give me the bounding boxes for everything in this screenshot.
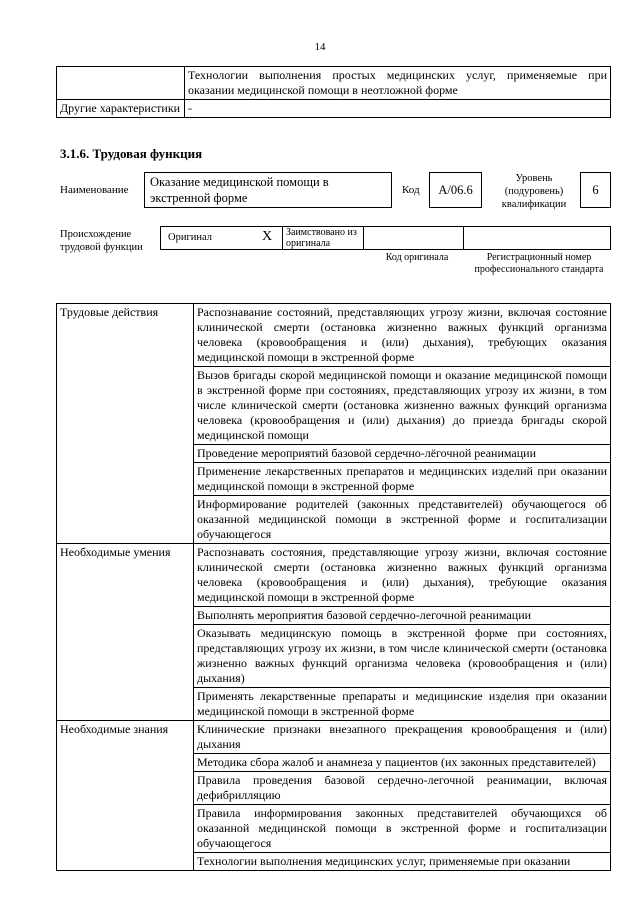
level-value: 6 — [580, 172, 611, 208]
level-label: Уровень (подуровень) квалификации — [501, 173, 567, 210]
code-original-box — [363, 226, 464, 250]
name-label: Наименование — [60, 184, 129, 196]
table-row — [57, 721, 611, 754]
table-cell: Технологии выполнения медицинских услуг, применяемые при оказании — [194, 853, 611, 871]
table-cell: Методика сбора жалоб и анамнеза у пациентов (их законных представителей) — [194, 754, 611, 772]
continuation-table — [56, 66, 611, 118]
table-cell: Правила информирования законных представителей обучающихся об оказанной медицинской помощи в экстренной форме и госпитализации обучающегося — [194, 805, 611, 853]
other-characteristics-value: - — [185, 100, 611, 118]
table-cell: Информирование родителей (законных представителей) обучающегося об оказанной медицинской помощи в экстренной форме и госпитализации обучающегося — [194, 496, 611, 544]
origin-original-cell — [160, 226, 283, 250]
table-cell: Распознавать состояния, представляющие угрозу жизни, включая состояние клинической смерти (остановка жизненно важных функций организма человека (кровообращения и (или) дыхания), требующие оказания медицинской помощи в экстренной форме — [194, 544, 611, 607]
original-mark: X — [262, 229, 273, 244]
reg-number-box — [463, 226, 611, 250]
borrowed-label: Заимствовано из оригинала — [282, 226, 364, 250]
table-cell: Распознавание состояний, представляющих угрозу жизни, включая состояние клинической смерти (остановка жизненно важных функций организма человека (кровообращения и (или) дыхания), требующих оказания медицинской помощи в экстренной форме — [194, 304, 611, 367]
table-cell: Вызов бригады скорой медицинской помощи и оказание медицинской помощи в экстренной форме при состояниях, представляющих угрозу их жизни, в том числе клинической смерти (остановка жизненно важных функций организма человека (кровообращения и (или) дыхания) до приезда бригады скорой медицинской помощи — [194, 367, 611, 445]
table-cell: Клинические признаки внезапного прекращения кровообращения и (или) дыхания — [194, 721, 611, 754]
table-cell: Проведение мероприятий базовой сердечно-лёгочной реанимации — [194, 445, 611, 463]
table-cell: Технологии выполнения простых медицинских услуг, применяемые при оказании медицинской помощи в неотложной форме — [185, 67, 611, 100]
table-cell: Выполнять мероприятия базовой сердечно-легочной реанимации — [194, 607, 611, 625]
origin-label: Происхождение трудовой функции — [60, 229, 143, 253]
page-number: 14 — [314, 41, 326, 53]
labor-function-table — [56, 303, 611, 871]
table-cell: Применение лекарственных препаратов и медицинских изделий при оказании медицинской помощи в экстренной форме — [194, 463, 611, 496]
table-cell-empty — [57, 67, 185, 100]
table-row — [57, 67, 611, 100]
table-cell: Правила проведения базовой сердечно-легочной реанимации, включая дефибрилляцию — [194, 772, 611, 805]
reg-number-caption: Регистрационный номер профессионального стандарта — [474, 252, 604, 275]
table-cell: Применять лекарственные препараты и медицинские изделия при оказании медицинской помощи в экстренной форме — [194, 688, 611, 721]
required-knowledge-label: Необходимые знания — [57, 721, 194, 871]
table-cell: Оказывать медицинскую помощь в экстренной форме при состояниях, представляющих угрозу их жизни, в том числе клинической смерти (остановка жизненно важных функций организма человека (кровообращения и (или) дыхания) — [194, 625, 611, 688]
code-original-caption: Код оригинала — [385, 252, 449, 263]
table-row — [57, 304, 611, 367]
section-title: 3.1.6. Трудовая функция — [60, 146, 203, 161]
other-characteristics-label: Другие характеристики — [57, 100, 185, 118]
table-row — [57, 100, 611, 118]
required-skills-label: Необходимые умения — [57, 544, 194, 721]
original-label: Оригинал — [168, 232, 212, 243]
code-value: A/06.6 — [429, 172, 482, 208]
code-label: Код — [402, 184, 420, 196]
labor-actions-label: Трудовые действия — [57, 304, 194, 544]
table-row — [57, 544, 611, 607]
name-value: Оказание медицинской помощи в экстренной форме — [144, 172, 392, 208]
